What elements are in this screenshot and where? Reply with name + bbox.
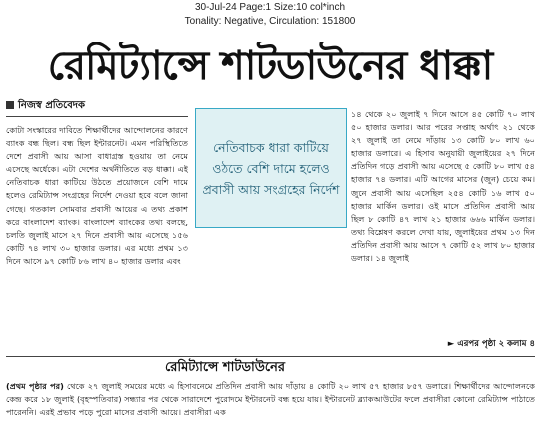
headline: রেমিট্যান্সে শাটডাউনের ধাক্কা <box>47 43 493 89</box>
byline-square-icon <box>6 101 14 109</box>
continuation-prefix: (প্রথম পৃষ্ঠার পর) <box>6 381 64 391</box>
byline <box>6 100 85 112</box>
byline-text: নিজস্ব প্রতিবেদক <box>18 100 86 111</box>
clipping-meta-tonality: Tonality: Negative, Circulation: 151800 <box>184 16 356 27</box>
left-column-text: কোটা সংস্কারের দাবিতে শিক্ষার্থীদের আন্দোলনের কারণে ব্যাংক বন্ধ ছিল। বন্ধ ছিল ইন্টারনেট। এমন পরিস্থিতিতে দেশে প্রবাসী আয় আসা বাধাগ্রস্ত হওয়ায় তা নেমে এসেছে অর্ধেকে। এটা দেশের অর্থনীতিতে বড় ধাক্কা। এই নেতিবাচক ধারা কাটিয়ে উঠতে প্রয়োজনে বেশি দামে হলেও রেমিট্যান্স সংগ্রহের নির্দেশ দেওয়া হবে বলে জানা গেছে। গতকাল সোমবার প্রবাসী আয়ের এ তথ্য প্রকাশ করে বাংলাদেশ ব্যাংক। বাংলাদেশ ব্যাংকের তথ্য বলছে, চলতি জুলাই মাসে ২৭ দিনে প্রবাসী আয় এসেছে ১৫৬ কোটি ৭৪ লাখ ৩০ হাজার ডলার। এর মধ্যে প্রথম ১৩ দিনে আসে ৯৭ কোটি ৮৬ লাখ ৪০ হাজার ডলার এবং <box>6 125 188 266</box>
continuation-note: ► এরপর পৃষ্ঠা ২ কলাম ৪ <box>447 339 535 349</box>
continuation-subhead: রেমিট্যান্সে শাটডাউনের <box>164 360 286 375</box>
highlight-quote-box <box>195 108 347 228</box>
continuation-text: থেকে ২৭ জুলাই সময়ের মধ্যে এ হিসাবনেমে প্রতিদিন প্রবাসী আয় দাঁড়ায় ৪ কোটি ২০ লাখ ৫৭ হাজার ৮৫৭ ডলারে। শিক্ষার্থীদের আন্দোলনকে কেন্দ্র করে ১৮ জুলাই (বৃহস্পতিবার) সন্ধ্যার পর থেকে সারাদেশে পুরোদমে ইন্টারনেট বন্ধ হয়ে যায়। ইন্টারনেট ব্ল্যাকআউটের ফলে প্রবাসীরা কোনো রেমিট্যান্স পাঠাতে পারেননি। এরই প্রভাব পড়ে পুরো মাসের প্রবাসী আয়ে। প্রবাসীরা এক <box>6 381 535 418</box>
right-column-text: ১৪ থেকে ২০ জুলাই ৭ দিনে আসে ৪৫ কোটি ৭০ লাখ ৫০ হাজার ডলার। আর পরের সপ্তাহ অর্থাৎ ২১ থেকে ২৭ জুলাই তা নেমে দাঁড়ায় ১৩ কোটি ৮০ লাখ ৬০ হাজার ডলারে। এ হিসাব অনুযায়ী জুলাইয়ের ২৭ দিনে প্রতিদিন গড়ে প্রবাসী আয় এসেছে ৫ কোটি ৮০ লাখ ৫৪ হাজার ৭৪ ডলার। এটি আগের মাসের (জুন) চেয়ে কম। জুনে প্রবাসী আয় এসেছিল ২৫৪ কোটি ১৬ লাখ ৫০ হাজার মার্কিন ডলার। ওই মাসে প্রতিদিন প্রবাসী আয় ছিল ৮ কোটি ৪৭ লাখ ২১ হাজার ৬৬৬ মার্কিন ডলার। তথ্য বিশ্লেষণ করলে দেখা যায়, জুলাইয়ের প্রথম ১৩ দিন প্রতিদিন প্রবাসী আয় আসে ৭ কোটি ৫২ লাখ ৮০ হাজার ডলার। ১৪ জুলাই <box>351 109 535 264</box>
clipping-meta-date: 30-Jul-24 Page:1 Size:10 col*inch <box>194 2 346 13</box>
continuation-body <box>6 380 535 440</box>
highlight-quote-text: নেতিবাচক ধারা কাটিয়ে ওঠতে বেশি দামে হলেও প্রবাসী আয় সংগ্রহের নির্দেশ <box>202 139 340 197</box>
section-rule <box>6 356 535 357</box>
byline-rule <box>6 116 188 117</box>
